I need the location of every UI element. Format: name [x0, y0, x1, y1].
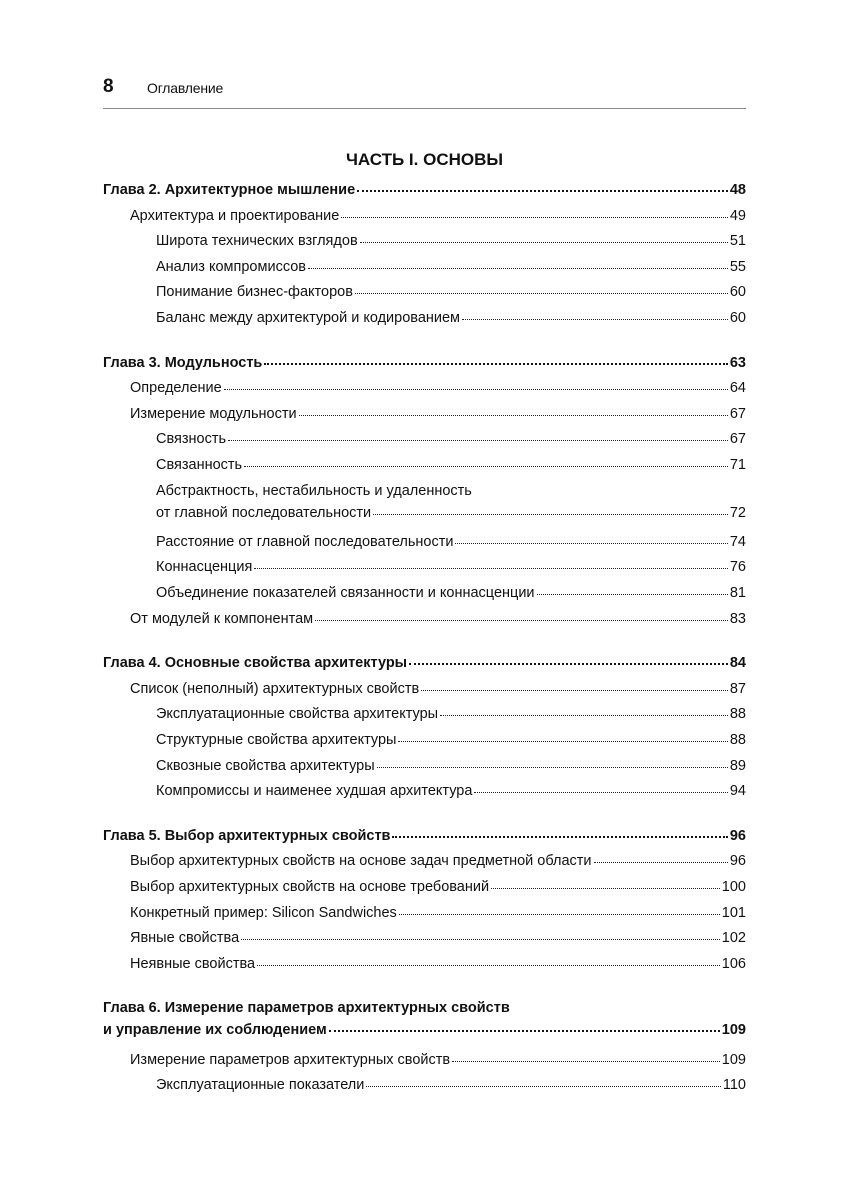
toc-entry-title: Измерение модульности [130, 405, 297, 422]
dot-leader [462, 317, 728, 320]
toc-page-number: 100 [721, 879, 746, 895]
toc-entry-title: Архитектура и проектирование [130, 207, 340, 224]
dot-leader [308, 266, 728, 269]
dot-leader [341, 215, 728, 218]
dot-leader [474, 790, 727, 793]
toc-item [130, 876, 746, 898]
toc-item [156, 480, 746, 524]
toc-page-number: 106 [721, 955, 746, 972]
toc-item [156, 582, 746, 604]
dot-leader [329, 1028, 720, 1032]
dot-leader [491, 886, 720, 889]
toc-entry-title: Абстрактность, нестабильность и удаленность [156, 482, 472, 499]
toc-page-number: 96 [729, 853, 746, 870]
toc-item [156, 230, 746, 252]
toc-page-number: 110 [722, 1077, 746, 1094]
dot-leader [241, 937, 720, 940]
dot-leader [299, 413, 728, 416]
dot-leader [421, 688, 728, 691]
toc-page-number: 72 [729, 504, 746, 521]
toc-page-number: 60 [729, 284, 746, 301]
toc-entry-title: Структурные свойства архитектуры [156, 732, 397, 748]
dot-leader [224, 387, 728, 390]
toc-entry-title: Широта технических взглядов [156, 233, 358, 250]
toc-page-number: 63 [729, 354, 746, 371]
toc-page-number: 83 [729, 610, 746, 627]
toc-item [156, 755, 746, 777]
toc-chapter [103, 179, 746, 201]
toc-entry-title: Эксплуатационные свойства архитектуры [156, 706, 439, 723]
toc-entry-title: Коннасценция [156, 559, 253, 576]
toc-entry-title: Определение [130, 380, 222, 397]
dot-leader [594, 860, 728, 863]
toc-entry-title: Расстояние от главной последовательности [156, 533, 454, 550]
toc-page-number: 84 [729, 655, 746, 672]
toc-entry-title: От модулей к компонентам [130, 610, 314, 627]
toc-item [156, 256, 746, 278]
dot-leader [366, 1084, 721, 1087]
toc-item [156, 729, 746, 751]
toc-page-number: 94 [729, 783, 746, 800]
toc-page-number: 67 [729, 431, 746, 448]
toc-entry-title: Объединение показателей связанности и коннасценции [156, 585, 535, 601]
dot-leader [398, 739, 727, 742]
toc-page-number: 101 [721, 904, 746, 921]
toc-item [130, 377, 746, 399]
toc-item [156, 531, 746, 553]
toc-entry-title: Глава 3. Модульность [103, 354, 263, 371]
toc-entry-title: Неявные свойства [130, 955, 256, 972]
toc-entry-title: Глава 4. Основные свойства архитектуры [103, 655, 408, 672]
toc-entry-title: Конкретный пример: Silicon Sandwiches [130, 904, 397, 921]
dot-leader [244, 464, 728, 467]
dot-leader [399, 912, 720, 915]
toc-page-number: 49 [729, 207, 746, 224]
dot-leader [355, 291, 728, 294]
toc-item [130, 927, 746, 949]
toc-entry-title: Глава 2. Архитектурное мышление [103, 182, 356, 198]
toc-entry-title: Связность [156, 431, 227, 448]
toc-item [156, 780, 746, 802]
toc-item [130, 902, 746, 924]
dot-leader [228, 438, 728, 441]
toc-entry-title: Связанность [156, 457, 243, 473]
toc-page-number: 88 [729, 732, 746, 748]
toc-page-number: 74 [729, 533, 746, 550]
dot-leader [254, 566, 728, 569]
toc-entry-title: Понимание бизнес-факторов [156, 284, 353, 301]
toc-page-number: 109 [721, 1051, 746, 1068]
toc-item [156, 1074, 746, 1096]
page-number: 8 [103, 76, 114, 97]
toc-entry-title: от главной последовательности [156, 504, 372, 521]
toc-entry-title: Измерение параметров архитектурных свойств [130, 1051, 451, 1068]
toc-item [130, 678, 746, 700]
dot-leader [373, 512, 728, 515]
toc-item [130, 608, 746, 630]
toc-page-number: 51 [729, 233, 746, 250]
toc-entry-title: Выбор архитектурных свойств на основе требований [130, 879, 490, 895]
dot-leader [315, 618, 728, 621]
toc-entry-title: Явные свойства [130, 930, 240, 947]
toc-page-number: 96 [729, 827, 746, 844]
toc-entry-title: Анализ компромиссов [156, 258, 306, 275]
toc-page-number: 88 [729, 706, 746, 723]
toc-item [130, 850, 746, 872]
toc-chapter [103, 997, 746, 1041]
toc-page-number: 109 [721, 1022, 746, 1039]
toc-entry-title: Компромиссы и наименее худшая архитектура [156, 783, 473, 800]
toc-chapter [103, 652, 746, 674]
toc-page-number: 89 [729, 757, 746, 774]
toc-page-number: 81 [729, 585, 746, 601]
toc-item [130, 403, 746, 425]
toc-page-number: 48 [729, 182, 746, 198]
dot-leader [452, 1059, 720, 1062]
page-header [103, 74, 746, 109]
toc-page-number: 60 [729, 310, 746, 326]
dot-leader [455, 541, 727, 544]
toc-item [156, 428, 746, 450]
dot-leader [392, 834, 727, 838]
toc-page-number: 87 [729, 680, 746, 697]
toc-entry-title: Глава 5. Выбор архитектурных свойств [103, 827, 391, 844]
dot-leader [257, 963, 720, 966]
toc-page-number: 76 [729, 559, 746, 576]
toc-item [130, 953, 746, 975]
toc-page-number: 71 [729, 457, 746, 473]
toc-item [156, 281, 746, 303]
toc-entry-title: Список (неполный) архитектурных свойств [130, 680, 420, 697]
toc-chapter [103, 352, 746, 374]
toc-item [130, 1049, 746, 1071]
dot-leader [537, 592, 728, 595]
running-title: Оглавление [147, 80, 224, 96]
toc-entry-title: Выбор архитектурных свойств на основе задач предметной области [130, 853, 592, 870]
toc-item [156, 556, 746, 578]
toc-item [156, 703, 746, 725]
toc-chapter [103, 825, 746, 847]
toc-page-number: 55 [729, 258, 746, 275]
toc-item [156, 307, 746, 329]
dot-leader [264, 361, 728, 365]
toc-entry-title: и управление их соблюдением [103, 1022, 327, 1039]
toc-entry-title: Эксплуатационные показатели [156, 1077, 365, 1094]
toc-page-number: 64 [729, 380, 746, 397]
toc-item [156, 454, 746, 476]
dot-leader [360, 240, 728, 243]
toc-entry-title: Глава 6. Измерение параметров архитектурных свойств [103, 1000, 510, 1017]
dot-leader [440, 713, 728, 716]
dot-leader [409, 661, 728, 665]
toc-page-number: 102 [721, 930, 746, 947]
toc-entry-title: Баланс между архитектурой и кодированием [156, 310, 461, 326]
part-title: ЧАСТЬ I. ОСНОВЫ [345, 150, 504, 169]
dot-leader [357, 188, 728, 192]
toc-item [130, 205, 746, 227]
toc-page-number: 67 [729, 405, 746, 422]
toc-entry-title: Сквозные свойства архитектуры [156, 757, 375, 774]
dot-leader [377, 765, 728, 768]
